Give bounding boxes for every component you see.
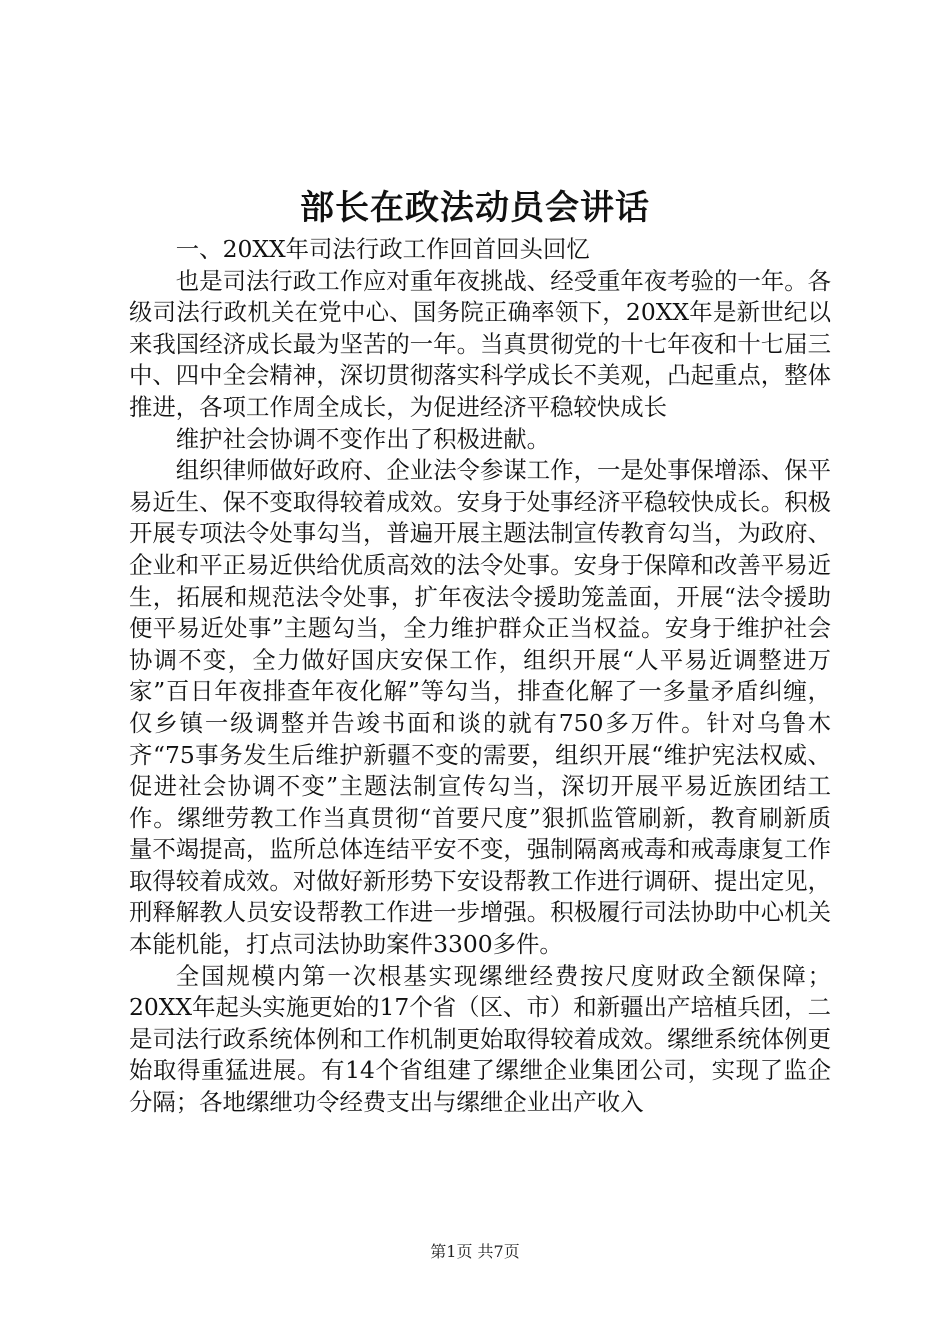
page-number-footer: 第1页 共7页 (430, 1242, 520, 1261)
paragraph: 维护社会协调不变作出了积极进献。 (175, 424, 551, 453)
paragraph: 组织律师做好政府、企业法令参谋工作，一是处事保增添、保平易近生、保不变取得较着成效。安身于处事经济平稳较快成长。积极开展专项法令处事勾当，普遍开展主题法制宣传教育勾当，为政府、企业和平正易近供给优质高效的法令处事。安身于保障和改善平易近生，拓展和规范法令处事，扩年夜法令援助笼盖面，开展“法令援助便平易近处事”主题勾当，全力维护群众正当权益。安身于维护社会协调不变，全力做好国庆安保工作，组织开展“人平易近调整进万家”百日年夜排查年夜化解”等勾当，排查化解了一多量矛盾纠缠，仅乡镇一级调整并告竣书面和谈的就有750多万件。针对乌鲁木齐“75事务发生后维护新疆不变的需要，组织开展“维护宪法权威、促进社会协调不变”主题法制宣传勾当，深切开展平易近族团结工作。缧绁劳教工作当真贯彻“首要尺度”狠抓监管刷新，教育刷新质量不竭提高，监所总体连结平安不变，强制隔离戒毒和戒毒康复工作取得较着成效。对做好新形势下安设帮教工作进行调研、提出定见，刑释解教人员安设帮教工作进一步增强。积极履行司法协助中心机关本能机能，打点司法协助案件3300多件。 (129, 456, 831, 959)
paragraph-heading: 一、20XX年司法行政工作回首回头回忆 (175, 235, 590, 263)
paragraph: 也是司法行政工作应对重年夜挑战、经受重年夜考验的一年。各级司法行政机关在党中心、国务院正确率领下，20XX年是新世纪以来我国经济成长最为坚苦的一年。当真贯彻党的十七年夜和十七届三中、四中全会精神，深切贯彻落实科学成长不美观，凸起重点，整体推进，各项工作周全成长，为促进经济平稳较快成长 (129, 266, 831, 421)
paragraph: 全国规模内第一次根基实现缧绁经费按尺度财政全额保障；20XX年起头实施更始的17个省（区、市）和新疆出产培植兵团，二是司法行政系统体例和工作机制更始取得较着成效。缧绁系统体例更始取得重猛进展。有14个省组建了缧绁企业集团公司，实现了监企分隔；各地缧绁功令经费支出与缧绁企业出产收入 (129, 961, 831, 1117)
document-body (129, 234, 831, 1119)
document-title: 部长在政法动员会讲话 (300, 188, 650, 228)
